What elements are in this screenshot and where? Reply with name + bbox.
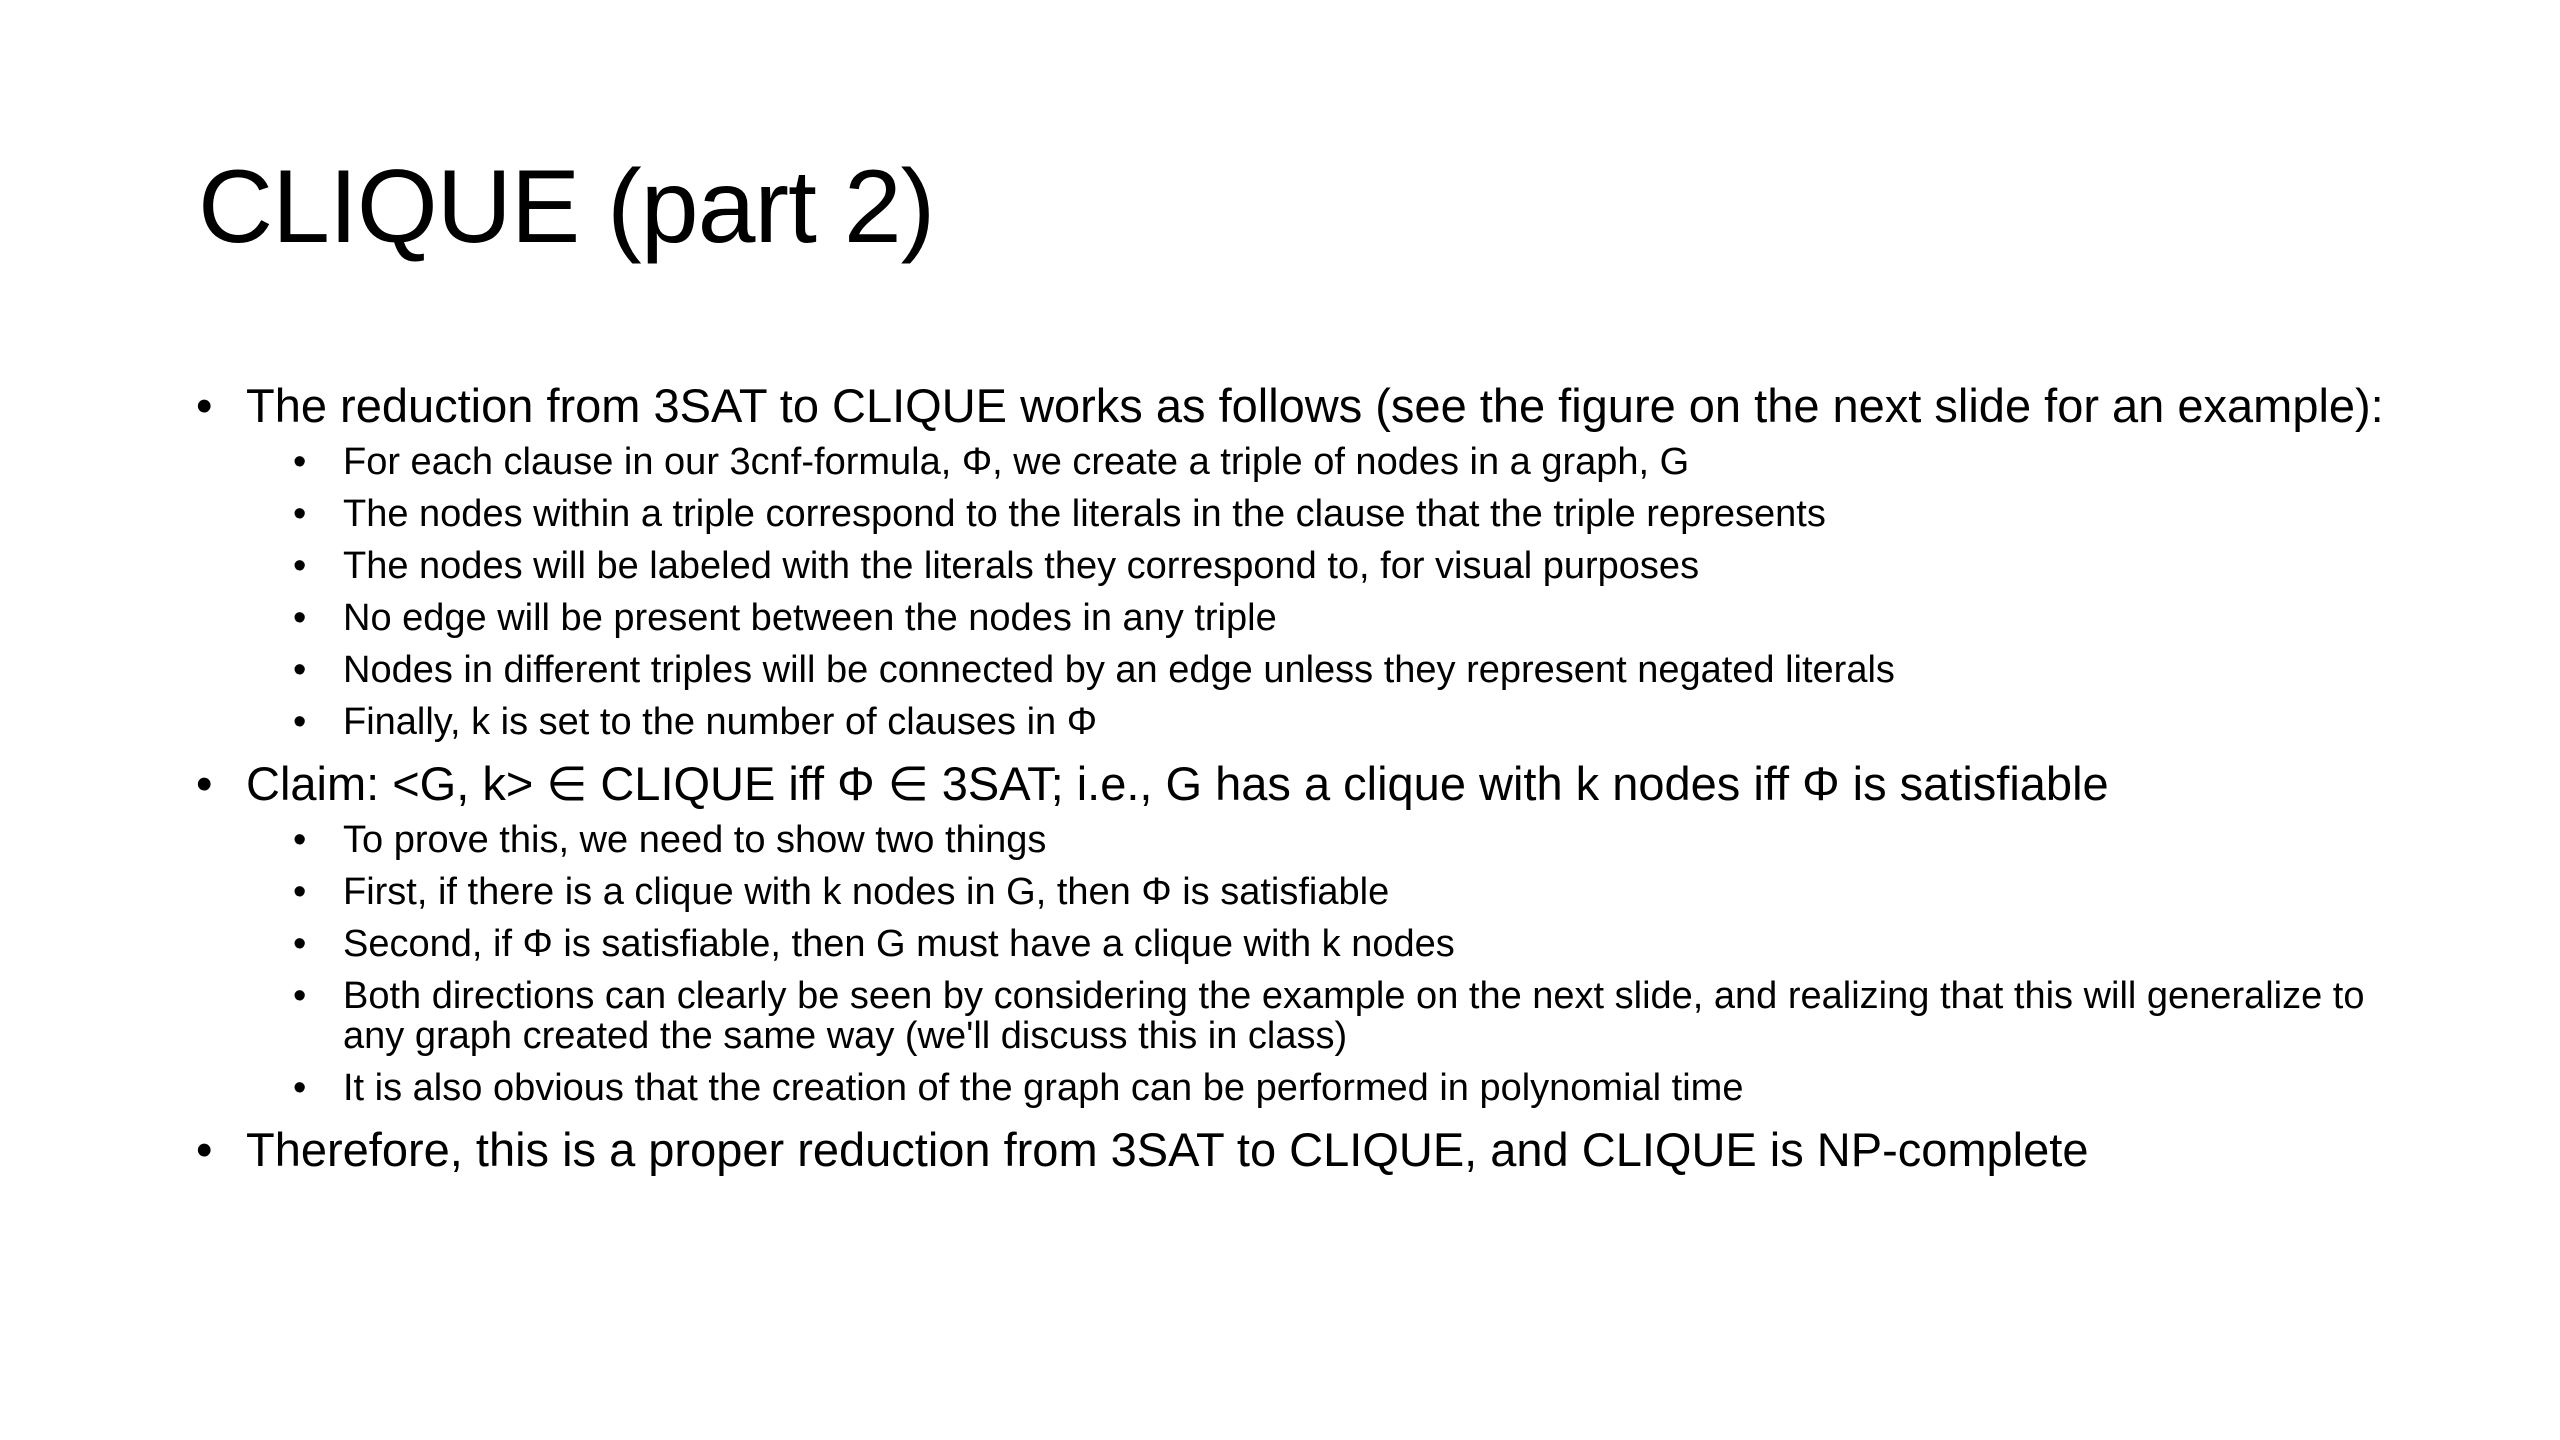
- slide-title: CLIQUE (part 2): [198, 149, 935, 265]
- sub-bullet-literals-correspond: • The nodes within a triple correspond to the literals in the clause that the triple represents: [196, 494, 2396, 534]
- slide-content: [196, 379, 2396, 1186]
- sub-bullet-node-labels: • The nodes will be labeled with the literals they correspond to, for visual purposes: [196, 546, 2396, 586]
- sub-bullet-polynomial-time: • It is also obvious that the creation of the graph can be performed in polynomial time: [196, 1068, 2396, 1108]
- sub-bullet-second-direction: • Second, if Φ is satisfiable, then G must have a clique with k nodes: [196, 924, 2396, 964]
- claim-sub-bullets: [196, 820, 2396, 1108]
- sub-bullet-triple-of-nodes: • For each clause in our 3cnf-formula, Φ, we create a triple of nodes in a graph, G: [196, 442, 2396, 482]
- sub-bullet-both-directions: • Both directions can clearly be seen by considering the example on the next slide, and realizing that this will generalize to any graph created the same way (we'll discuss this in class): [196, 976, 2396, 1056]
- bullet-conclusion: • Therefore, this is a proper reduction from 3SAT to CLIQUE, and CLIQUE is NP-complete: [196, 1128, 2396, 1172]
- bullet-reduction: • The reduction from 3SAT to CLIQUE works as follows (see the figure on the next slide for an example):: [196, 384, 2396, 428]
- sub-bullet-edges-between-triples: • Nodes in different triples will be connected by an edge unless they represent negated literals: [196, 650, 2396, 690]
- reduction-sub-bullets: [196, 442, 2396, 742]
- sub-bullet-first-direction: • First, if there is a clique with k nodes in G, then Φ is satisfiable: [196, 872, 2396, 912]
- bullet-claim: • Claim: <G, k> ∈ CLIQUE iff Φ ∈ 3SAT; i.e., G has a clique with k nodes iff Φ is satisfiable: [196, 762, 2396, 806]
- sub-bullet-two-things: • To prove this, we need to show two things: [196, 820, 2396, 860]
- sub-bullet-k-clauses: • Finally, k is set to the number of clauses in Φ: [196, 702, 2396, 742]
- sub-bullet-no-edge-in-triple: • No edge will be present between the nodes in any triple: [196, 598, 2396, 638]
